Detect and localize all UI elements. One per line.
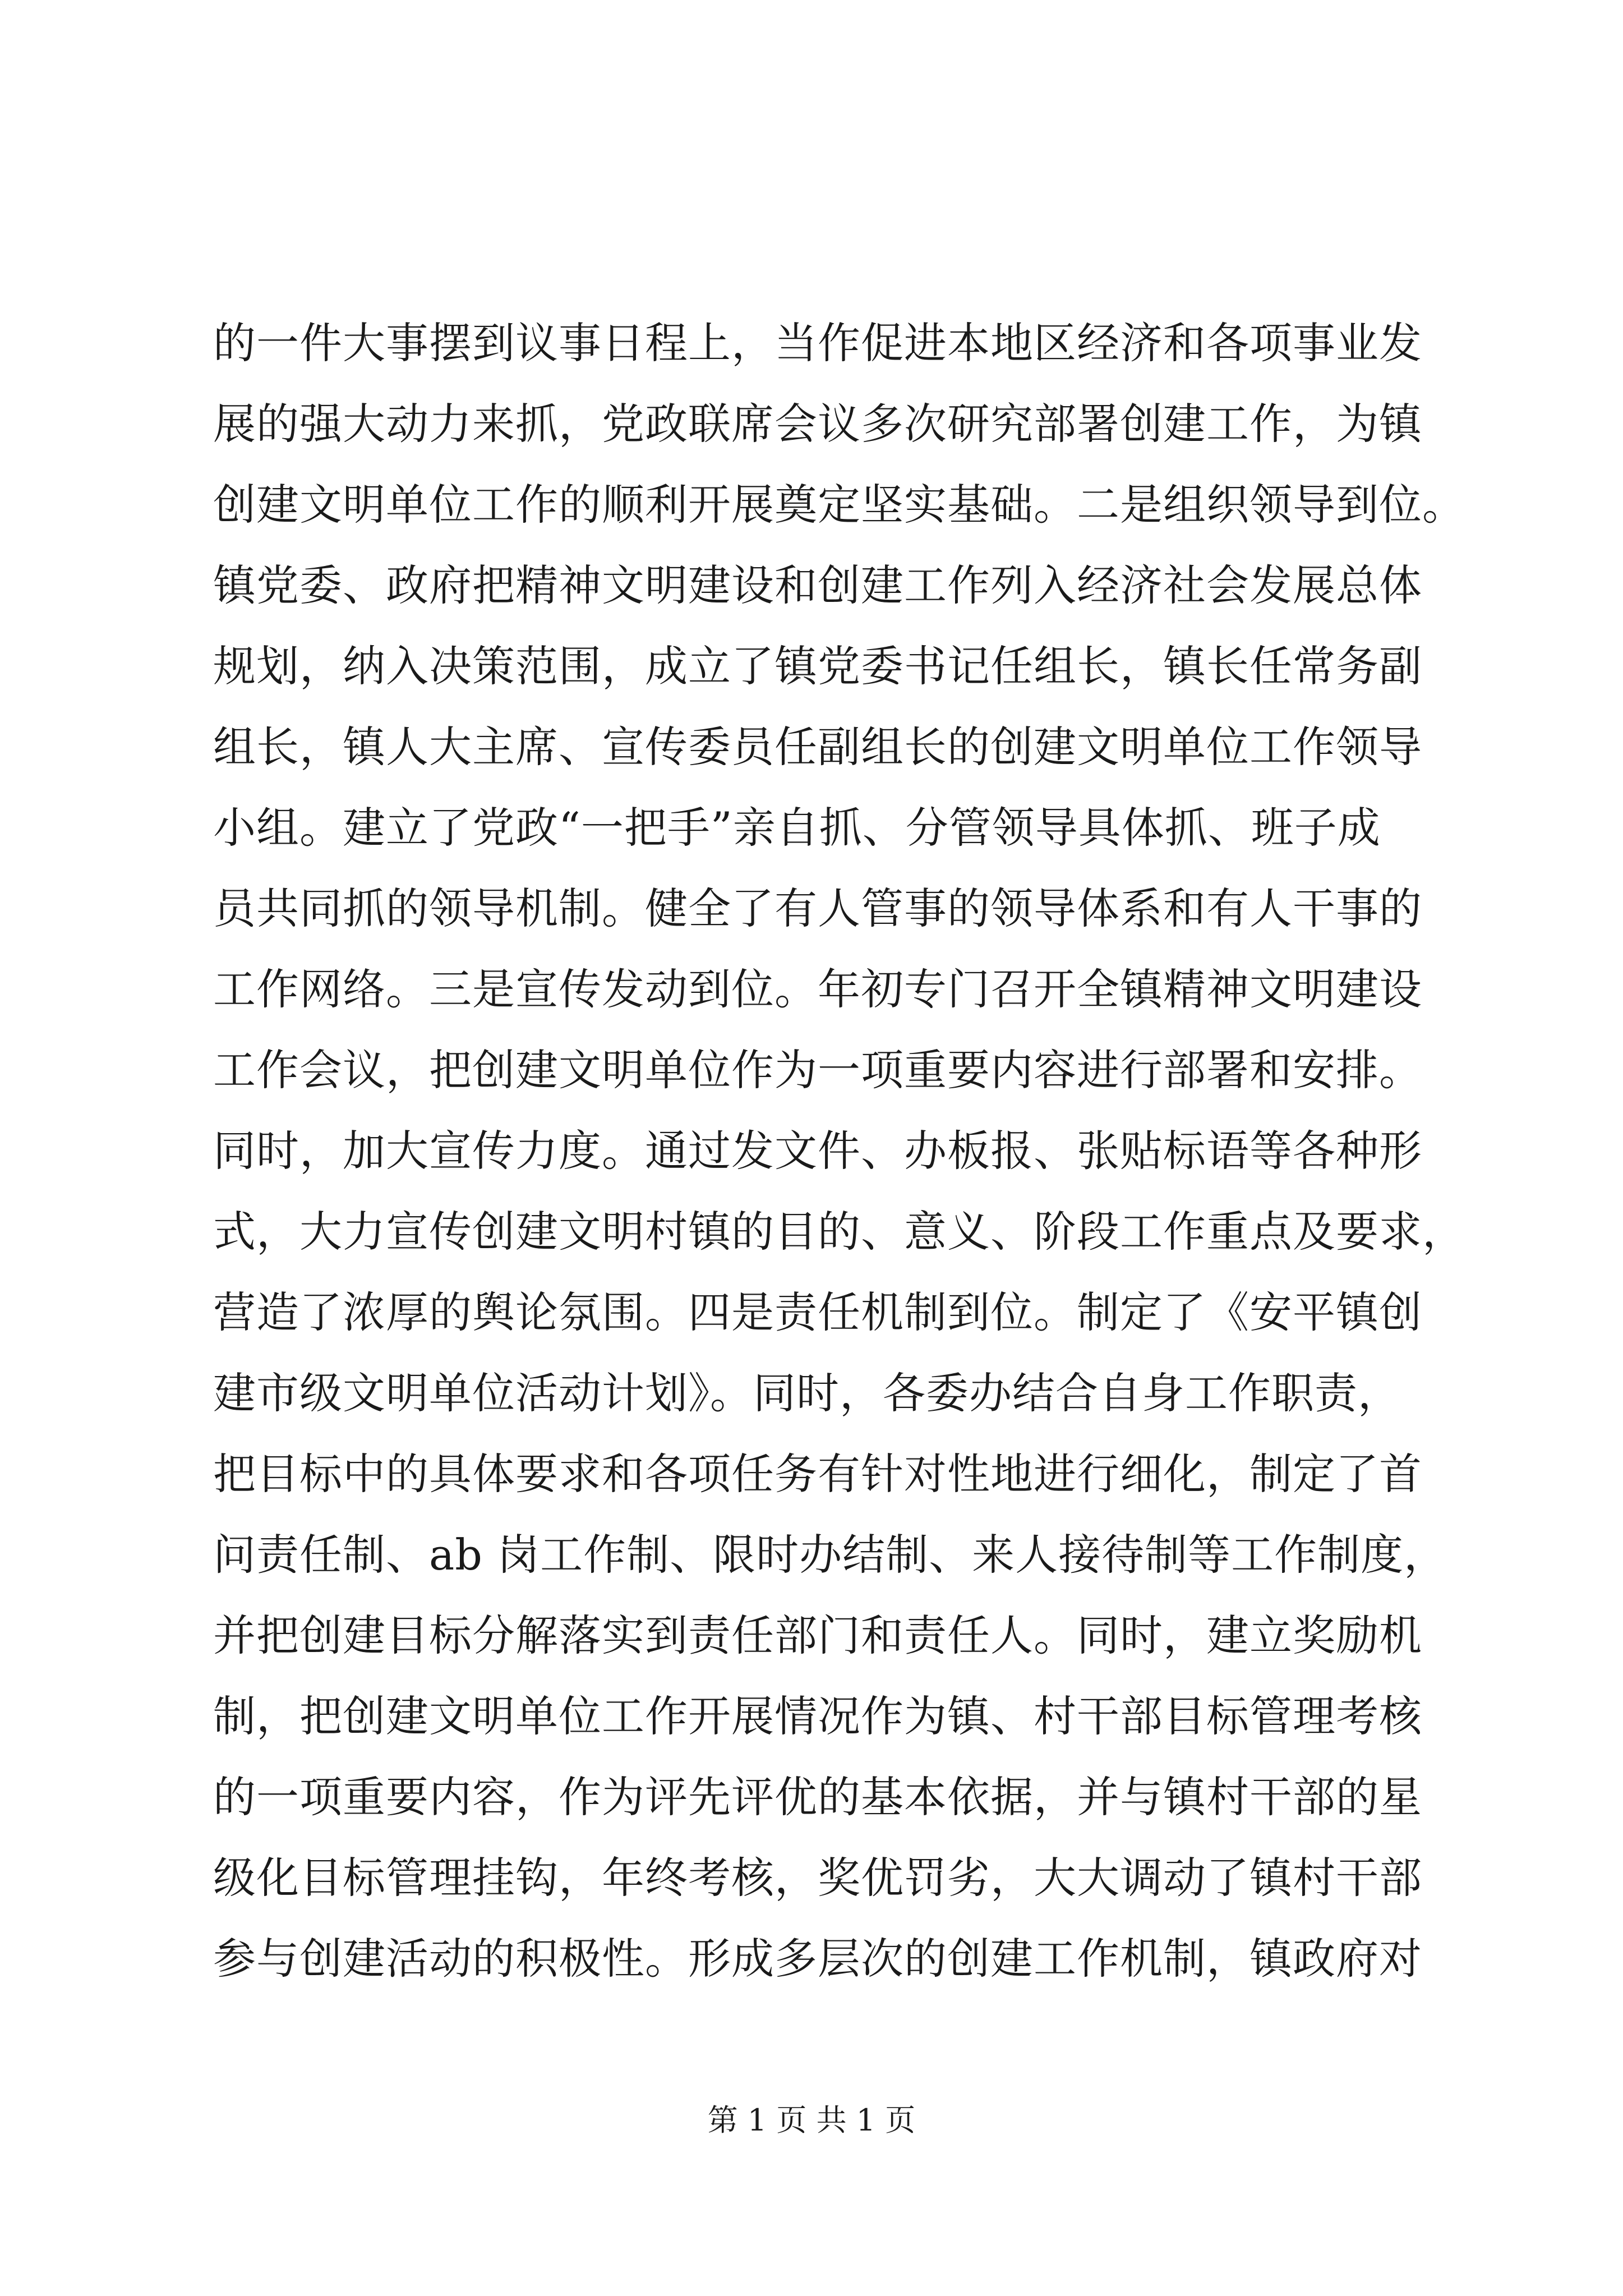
- text-line: 工作网络。三是宣传发动到位。年初专门召开全镇精神文明建设: [213, 964, 1422, 1014]
- text-line: 并把创建目标分解落实到责任部门和责任人。同时，建立奖励机: [213, 1611, 1422, 1660]
- text-line: 式，大力宣传创建文明村镇的目的、意义、阶段工作重点及要求，: [213, 1207, 1465, 1257]
- text-line: 镇党委、政府把精神文明建设和创建工作列入经济社会发展总体: [213, 560, 1422, 610]
- text-line: 组长，镇人大主席、宣传委员任副组长的创建文明单位工作领导: [213, 722, 1422, 772]
- text-line: 营造了浓厚的舆论氛围。四是责任机制到位。制定了《安平镇创: [213, 1287, 1422, 1337]
- text-line: 的一项重要内容，作为评先评优的基本依据，并与镇村干部的星: [213, 1772, 1422, 1822]
- text-line: 建市级文明单位活动计划》。同时，各委办结合自身工作职责，: [213, 1368, 1401, 1418]
- text-line: 问责任制、ab 岗工作制、限时办结制、来人接待制等工作制度，: [213, 1530, 1447, 1580]
- body-paragraph: [213, 303, 1465, 1999]
- text-line: 参与创建活动的积极性。形成多层次的创建工作机制，镇政府对: [213, 1934, 1422, 1984]
- text-line: 小组。建立了党政“一把手”亲自抓、分管领导具体抓、班子成: [213, 803, 1381, 853]
- text-line: 展的强大动力来抓，党政联席会议多次研究部署创建工作，为镇: [213, 399, 1422, 449]
- text-line: 员共同抓的领导机制。健全了有人管事的领导体系和有人干事的: [213, 884, 1422, 933]
- text-line: 级化目标管理挂钩，年终考核，奖优罚劣，大大调动了镇村干部: [213, 1853, 1422, 1903]
- page-number-label: 第 1 页 共 1 页: [707, 2102, 916, 2138]
- text-line: 的一件大事摆到议事日程上，当作促进本地区经济和各项事业发: [213, 318, 1422, 368]
- text-line: 创建文明单位工作的顺利开展奠定坚实基础。二是组织领导到位。: [213, 480, 1465, 530]
- text-line: 工作会议，把创建文明单位作为一项重要内容进行部署和安排。: [213, 1045, 1422, 1095]
- text-line: 把目标中的具体要求和各项任务有针对性地进行细化，制定了首: [213, 1449, 1422, 1499]
- text-line: 制，把创建文明单位工作开展情况作为镇、村干部目标管理考核: [213, 1691, 1422, 1741]
- text-line: 规划，纳入决策范围，成立了镇党委书记任组长，镇长任常务副: [213, 641, 1422, 691]
- page-footer: [0, 2104, 1623, 2137]
- text-line: 同时，加大宣传力度。通过发文件、办板报、张贴标语等各种形: [213, 1126, 1422, 1176]
